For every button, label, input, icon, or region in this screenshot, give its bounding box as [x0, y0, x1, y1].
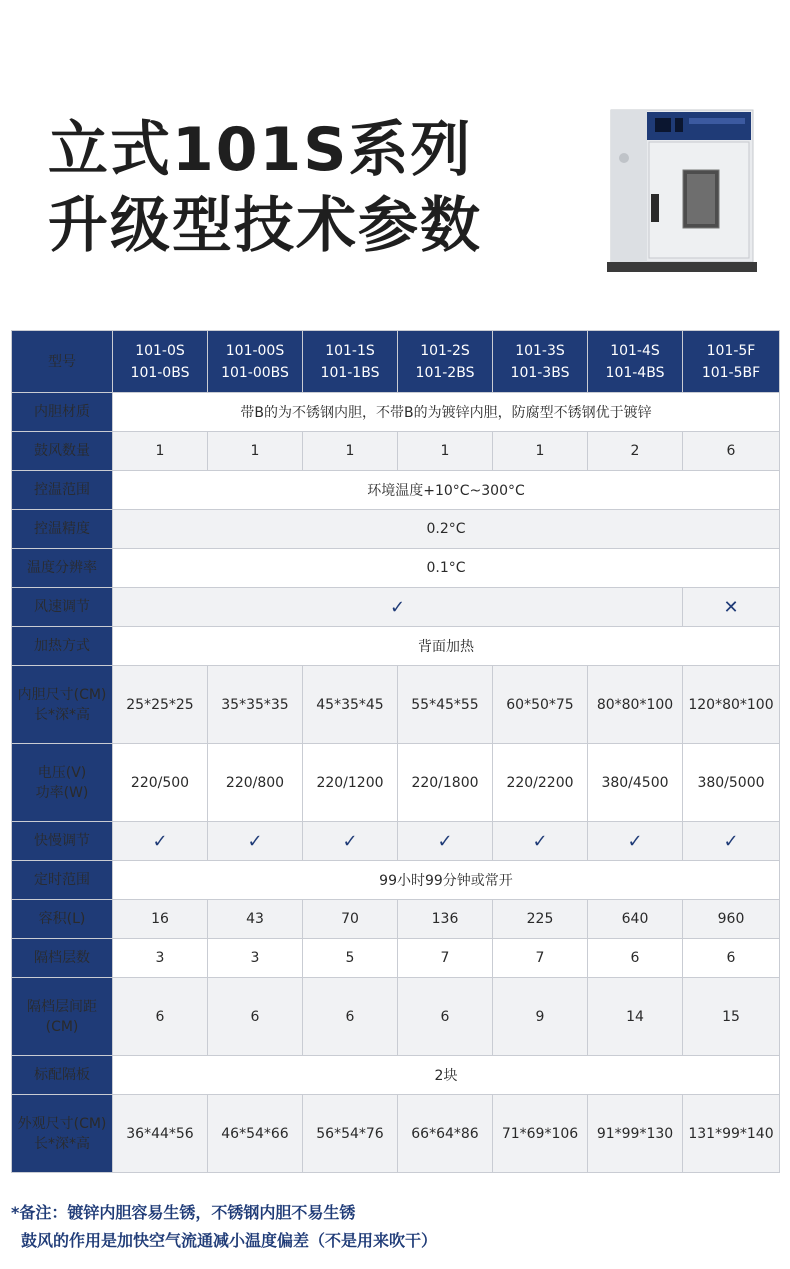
model-cell: 101-0S 101-0BS: [113, 331, 208, 393]
cell: 14: [588, 978, 683, 1056]
check-icon: ✓: [152, 830, 168, 852]
cell: 380/5000: [683, 744, 780, 822]
row-value: 背面加热: [113, 627, 780, 666]
row-label: 隔档层间距 (CM): [12, 978, 113, 1056]
cell: 55*45*55: [398, 666, 493, 744]
row-value: 0.1°C: [113, 549, 780, 588]
row-label: 温度分辨率: [12, 549, 113, 588]
cell: 3: [208, 939, 303, 978]
row-label: 风速调节: [12, 588, 113, 627]
row-label: 鼓风数量: [12, 432, 113, 471]
cell: 7: [398, 939, 493, 978]
cell: 640: [588, 900, 683, 939]
cell: 131*99*140: [683, 1095, 780, 1173]
model-cell: 101-4S 101-4BS: [588, 331, 683, 393]
row-volume: [12, 900, 780, 939]
row-label: 定时范围: [12, 861, 113, 900]
cell: 220/1200: [303, 744, 398, 822]
row-label: 隔档层数: [12, 939, 113, 978]
cell: 1: [113, 432, 208, 471]
note-line-1: *备注：镀锌内胆容易生锈，不锈钢内胆不易生锈: [11, 1203, 356, 1222]
check-icon: ✓: [342, 830, 358, 852]
cell: 960: [683, 900, 780, 939]
header-row: [12, 331, 780, 393]
check-icon: ✓: [723, 830, 739, 852]
row-label: 内胆尺寸(CM) 长*深*高: [12, 666, 113, 744]
row-resolution: [12, 549, 780, 588]
spec-table: [11, 330, 780, 1173]
row-windspeed: [12, 588, 780, 627]
cell: 6: [208, 978, 303, 1056]
cell: 66*64*86: [398, 1095, 493, 1173]
cell: 6: [683, 432, 780, 471]
cell: 25*25*25: [113, 666, 208, 744]
cell: 36*44*56: [113, 1095, 208, 1173]
row-label: 标配隔板: [12, 1056, 113, 1095]
cell: 70: [303, 900, 398, 939]
cross-icon: ✕: [723, 596, 739, 618]
cell: 220/2200: [493, 744, 588, 822]
oven-product-image: [607, 108, 757, 278]
cell: 71*69*106: [493, 1095, 588, 1173]
row-value: 0.2°C: [113, 510, 780, 549]
cell: 9: [493, 978, 588, 1056]
row-label: 控温精度: [12, 510, 113, 549]
row-shelves: [12, 939, 780, 978]
row-label: 内胆材质: [12, 393, 113, 432]
check-icon: ✓: [247, 830, 263, 852]
cell: 136: [398, 900, 493, 939]
row-value: 环境温度+10°C~300°C: [113, 471, 780, 510]
row-value: 2块: [113, 1056, 780, 1095]
row-value: 带B的为不锈钢内胆，不带B的为镀锌内胆，防腐型不锈钢优于镀锌: [113, 393, 780, 432]
model-cell: 101-1S 101-1BS: [303, 331, 398, 393]
row-std-shelves: [12, 1056, 780, 1095]
cell: 6: [113, 978, 208, 1056]
cell: 6: [398, 978, 493, 1056]
cell: 60*50*75: [493, 666, 588, 744]
cell: 120*80*100: [683, 666, 780, 744]
row-timer: [12, 861, 780, 900]
cell: 225: [493, 900, 588, 939]
cell: 1: [493, 432, 588, 471]
cell: 35*35*35: [208, 666, 303, 744]
cell: 1: [208, 432, 303, 471]
row-label: 外观尺寸(CM) 长*深*高: [12, 1095, 113, 1173]
row-label: 控温范围: [12, 471, 113, 510]
cell: 15: [683, 978, 780, 1056]
model-cell: 101-3S 101-3BS: [493, 331, 588, 393]
cell: 6: [588, 939, 683, 978]
cell: 220/800: [208, 744, 303, 822]
cell: 6: [683, 939, 780, 978]
row-label: 加热方式: [12, 627, 113, 666]
cell: 80*80*100: [588, 666, 683, 744]
note-line-2: 鼓风的作用是加快空气流通减小温度偏差（不是用来吹干）: [21, 1231, 438, 1250]
cell: 1: [398, 432, 493, 471]
check-icon: ✓: [389, 596, 406, 618]
row-spacing: [12, 978, 780, 1056]
row-fans: [12, 432, 780, 471]
row-value: 99小时99分钟或常开: [113, 861, 780, 900]
check-icon: ✓: [437, 830, 453, 852]
model-cell: 101-5F 101-5BF: [683, 331, 780, 393]
row-liner: [12, 393, 780, 432]
row-speed: [12, 822, 780, 861]
cell: 3: [113, 939, 208, 978]
cell: 220/500: [113, 744, 208, 822]
cell: 16: [113, 900, 208, 939]
cell: 5: [303, 939, 398, 978]
row-label: 电压(V) 功率(W): [12, 744, 113, 822]
row-label: 容积(L): [12, 900, 113, 939]
cell: 1: [303, 432, 398, 471]
cell: 91*99*130: [588, 1095, 683, 1173]
title-line-1: 立式101S系列: [48, 115, 473, 185]
check-icon: ✓: [627, 830, 643, 852]
row-inner-size: [12, 666, 780, 744]
cell: 220/1800: [398, 744, 493, 822]
cell: 46*54*66: [208, 1095, 303, 1173]
cell: 380/4500: [588, 744, 683, 822]
cell: 56*54*76: [303, 1095, 398, 1173]
row-range: [12, 471, 780, 510]
check-icon: ✓: [532, 830, 548, 852]
model-cell: 101-2S 101-2BS: [398, 331, 493, 393]
cell: 7: [493, 939, 588, 978]
row-outer-size: [12, 1095, 780, 1173]
row-precision: [12, 510, 780, 549]
row-label: 快慢调节: [12, 822, 113, 861]
cell: 43: [208, 900, 303, 939]
cell: 2: [588, 432, 683, 471]
cell: 45*35*45: [303, 666, 398, 744]
row-heating: [12, 627, 780, 666]
title-line-2: 升级型技术参数: [48, 191, 482, 261]
cell: 6: [303, 978, 398, 1056]
header-label: 型号: [12, 331, 113, 393]
row-power: [12, 744, 780, 822]
model-cell: 101-00S 101-00BS: [208, 331, 303, 393]
